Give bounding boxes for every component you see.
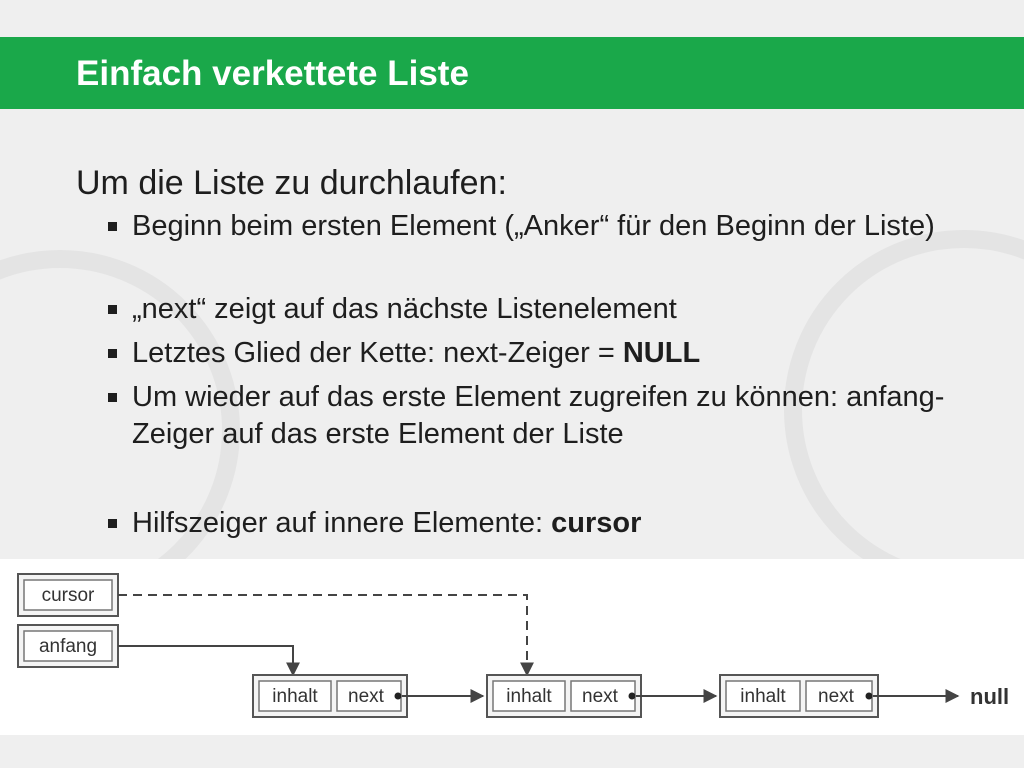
bullet-text: „next“ zeigt auf das nächste Listenelement bbox=[132, 293, 677, 325]
bullet-item bbox=[104, 335, 962, 372]
cursor-arrow bbox=[118, 595, 527, 675]
list-node bbox=[253, 675, 407, 717]
slide-title: Einfach verkettete Liste bbox=[76, 54, 469, 93]
bullet-square-icon bbox=[108, 222, 117, 231]
anfang-label: anfang bbox=[38, 636, 98, 657]
list-node bbox=[720, 675, 878, 717]
anfang-arrow bbox=[118, 646, 293, 675]
node-next-label: next bbox=[582, 686, 618, 707]
bullet-item bbox=[104, 208, 962, 245]
bullet-square-icon bbox=[108, 393, 117, 402]
bullet-text: Letztes Glied der Kette: next-Zeiger = bbox=[132, 337, 623, 369]
bullet-square-icon bbox=[108, 349, 117, 358]
bullet-square-icon bbox=[108, 305, 117, 314]
cursor-label: cursor bbox=[41, 585, 95, 606]
node-next-label: next bbox=[348, 686, 384, 707]
linked-list-diagram bbox=[0, 559, 1024, 735]
node-next-label: next bbox=[818, 686, 854, 707]
intro-text: Um die Liste zu durchlaufen: bbox=[76, 164, 507, 202]
cursor-pointer-box bbox=[18, 574, 118, 616]
bullet-item bbox=[104, 291, 962, 328]
bullet-bold-text: cursor bbox=[551, 507, 642, 539]
node-data-label: inhalt bbox=[506, 686, 552, 707]
node-data-label: inhalt bbox=[740, 686, 786, 707]
node-data-label: inhalt bbox=[272, 686, 318, 707]
list-node bbox=[487, 675, 641, 717]
bullet-text: Hilfszeiger auf innere Elemente: bbox=[132, 507, 552, 539]
bullet-item bbox=[104, 379, 962, 453]
bullet-bold-text: NULL bbox=[622, 337, 701, 369]
anfang-pointer-box bbox=[18, 625, 118, 667]
bullet-text: Um wieder auf das erste Element zugreifen zu können: anfang-Zeiger auf das erste Element der Liste bbox=[132, 381, 945, 450]
linked-list-svg bbox=[0, 559, 1024, 735]
bullet-square-icon bbox=[108, 519, 117, 528]
null-terminator: null bbox=[970, 684, 1010, 709]
bullet-item bbox=[104, 505, 962, 542]
bullet-text: Beginn beim ersten Element („Anker“ für den Beginn der Liste) bbox=[132, 210, 935, 242]
